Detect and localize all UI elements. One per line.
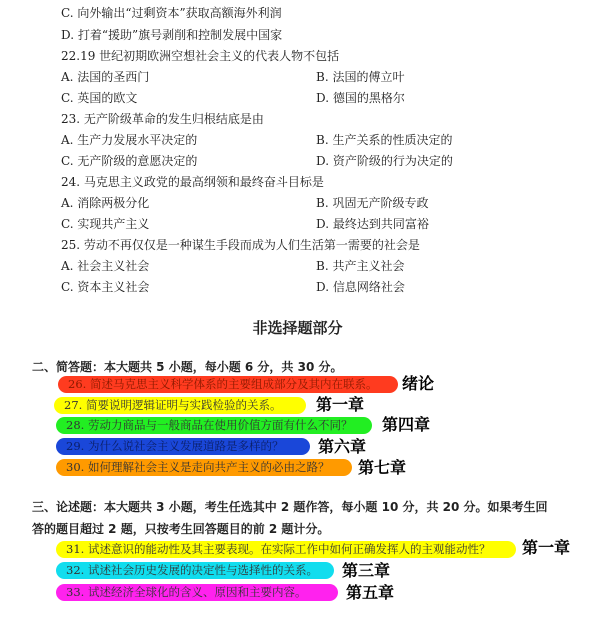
short-answer-header: 二、简答题：本大题共 5 小题，每小题 6 分，共 30 分。 <box>32 360 343 374</box>
q22-option-c: C. 英国的欧文 <box>61 91 138 105</box>
q33-highlight: 33. 试述经济全球化的含义、原因和主要内容。 <box>56 584 338 601</box>
q28-highlight: 28. 劳动力商品与一般商品在使用价值方面有什么不同？ <box>56 417 372 434</box>
q25-option-d: D. 信息网络社会 <box>316 280 405 294</box>
q24-stem: 24. 马克思主义政党的最高纲领和最终奋斗目标是 <box>61 175 324 189</box>
q21-option-d: D. 打着“援助”旗号剥削和控制发展中国家 <box>61 28 283 42</box>
q25-option-c: C. 资本主义社会 <box>61 280 150 294</box>
q25-option-a: A. 社会主义社会 <box>61 259 150 273</box>
q21-option-c: C. 向外输出“过剩资本”获取高额海外利润 <box>61 6 282 20</box>
q23-option-c: C. 无产阶级的意愿决定的 <box>61 154 198 168</box>
essay-header-line2: 答的题目超过 2 题，只按考生回答题目的前 2 题计分。 <box>32 522 330 536</box>
q23-option-a: A. 生产力发展水平决定的 <box>61 133 198 147</box>
section-title: 非选择题部分 <box>252 319 343 337</box>
q32-highlight: 32. 试述社会历史发展的决定性与选择性的关系。 <box>56 562 334 579</box>
q22-stem: 22.19 世纪初期欧洲空想社会主义的代表人物不包括 <box>61 49 340 63</box>
q22-option-d: D. 德国的黑格尔 <box>316 91 405 105</box>
q22-option-a: A. 法国的圣西门 <box>61 70 150 84</box>
q27-chapter-note: 第一章 <box>316 395 365 414</box>
q29-chapter-note: 第六章 <box>318 437 367 456</box>
q23-option-d: D. 资产阶级的行为决定的 <box>316 154 453 168</box>
q26-highlight: 26. 简述马克思主义科学体系的主要组成部分及其内在联系。 <box>58 376 398 393</box>
q32-chapter-note: 第三章 <box>342 561 391 580</box>
q23-stem: 23. 无产阶级革命的发生归根结底是由 <box>61 112 264 126</box>
q28-chapter-note: 第四章 <box>382 415 431 434</box>
q27-highlight: 27. 简要说明逻辑证明与实践检验的关系。 <box>54 397 306 414</box>
q31-highlight: 31. 试述意识的能动性及其主要表现。在实际工作中如何正确发挥人的主观能动性？ <box>56 541 516 558</box>
q22-option-b: B. 法国的傅立叶 <box>316 70 405 84</box>
q30-chapter-note: 第七章 <box>358 458 407 477</box>
essay-header-line1: 三、论述题：本大题共 3 小题，考生任选其中 2 题作答，每小题 10 分，共 20 分。如果考生回 <box>32 500 548 514</box>
q33-chapter-note: 第五章 <box>346 583 395 602</box>
q25-stem: 25. 劳动不再仅仅是一种谋生手段而成为人们生活第一需要的社会是 <box>61 238 420 252</box>
q30-highlight: 30. 如何理解社会主义是走向共产主义的必由之路？ <box>56 459 352 476</box>
q24-option-c: C. 实现共产主义 <box>61 217 150 231</box>
q29-highlight: 29. 为什么说社会主义发展道路是多样的？ <box>56 438 310 455</box>
q26-chapter-note: 绪论 <box>402 374 435 393</box>
q24-option-a: A. 消除两极分化 <box>61 196 150 210</box>
q24-option-b: B. 巩固无产阶级专政 <box>316 196 429 210</box>
q31-chapter-note: 第一章 <box>522 538 571 557</box>
q24-option-d: D. 最终达到共同富裕 <box>316 217 429 231</box>
q23-option-b: B. 生产关系的性质决定的 <box>316 133 453 147</box>
q25-option-b: B. 共产主义社会 <box>316 259 405 273</box>
